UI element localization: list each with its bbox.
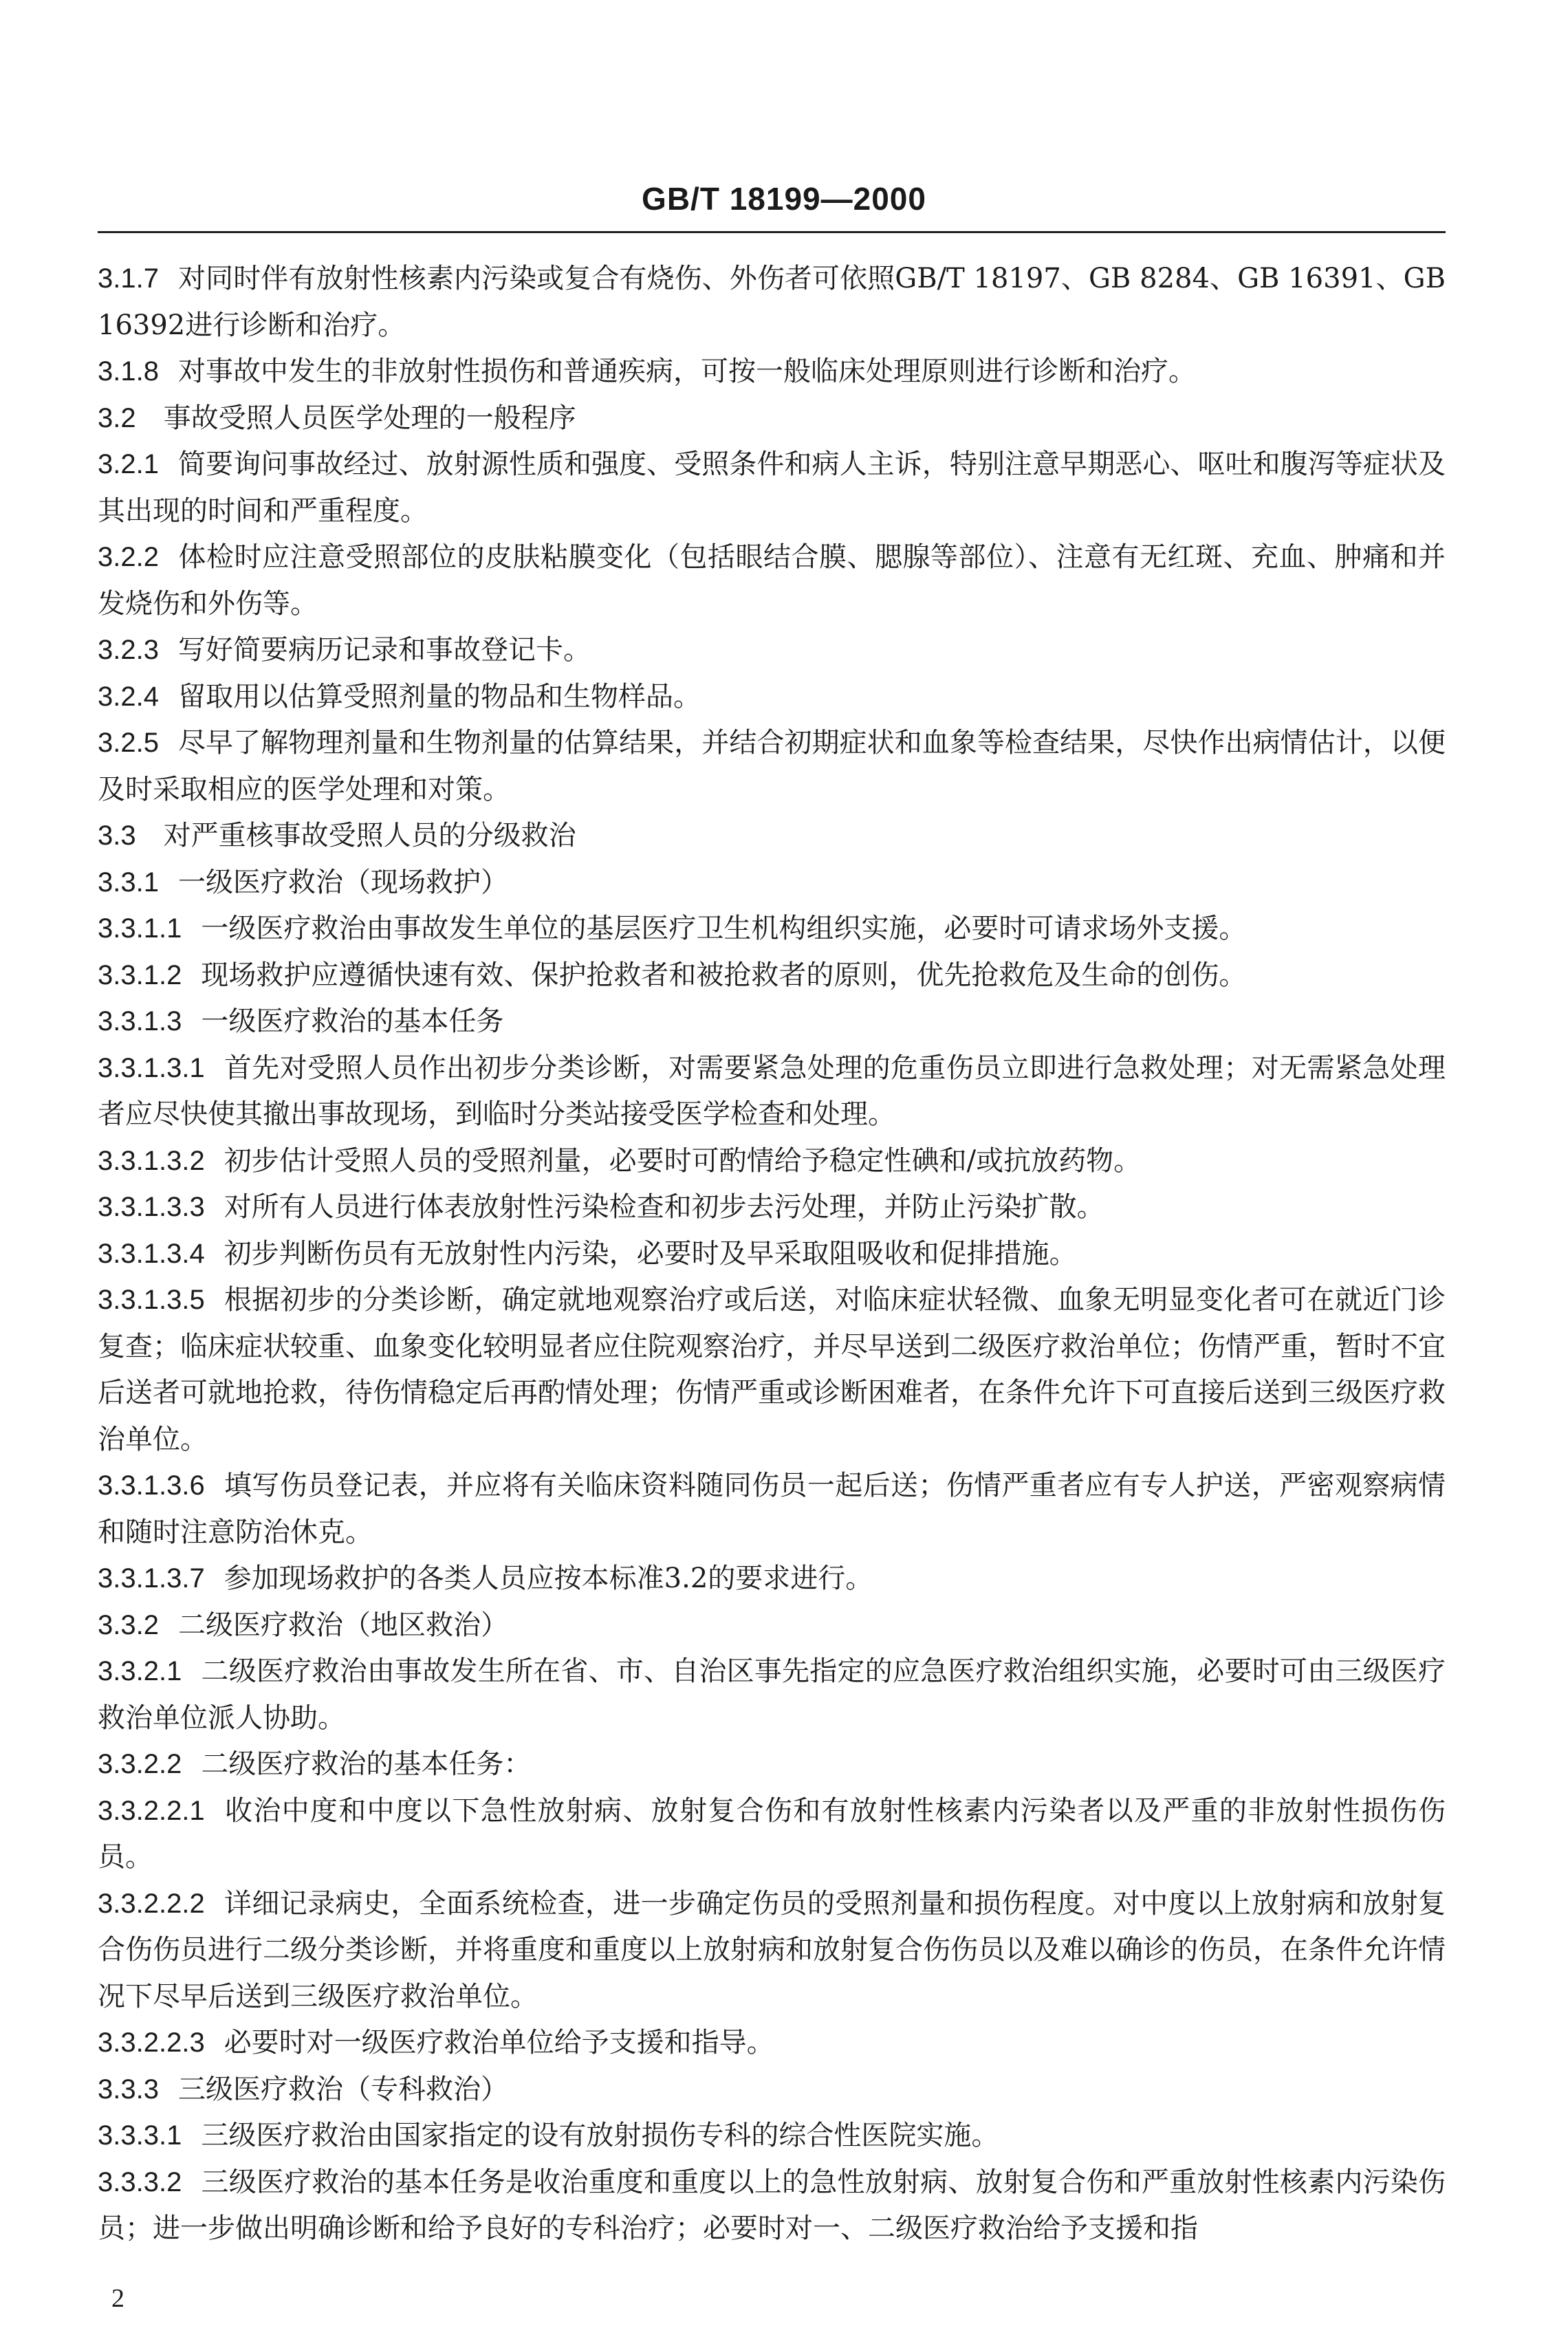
section-number: 3.3.1.3.2 — [98, 1145, 205, 1176]
section-text: 简要询问事故经过、放射源性质和强度、受照条件和病人主诉，特别注意早期恶心、呕吐和腹泻等症状及其出现的时间和严重程度。 — [98, 448, 1446, 527]
section-text: 对所有人员进行体表放射性污染检查和初步去污处理，并防止污染扩散。 — [224, 1191, 1104, 1223]
section-number: 3.3.1 — [98, 867, 159, 898]
section-text: 初步估计受照人员的受照剂量，必要时可酌情给予稳定性碘和/或抗放药物。 — [224, 1144, 1142, 1177]
section-text: 三级医疗救治（专科救治） — [177, 2073, 508, 2105]
section-number: 3.3.1.1 — [98, 913, 182, 944]
section-paragraph — [98, 953, 1446, 999]
section-paragraph — [98, 860, 1446, 906]
section-number: 3.3.1.3.7 — [98, 1563, 205, 1594]
section-text: 详细记录病史，全面系统检查，进一步确定伤员的受照剂量和损伤程度。对中度以上放射病和放射复合伤伤员进行二级分类诊断，并将重度和重度以上放射病和放射复合伤伤员以及难以确诊的伤员，在条件允许情况下尽早后送到三级医疗救治单位。 — [98, 1887, 1446, 2012]
section-number: 3.2.1 — [98, 449, 159, 479]
section-number: 3.2.5 — [98, 728, 159, 758]
section-number: 3.3.3.1 — [98, 2120, 182, 2151]
section-paragraph — [98, 2067, 1446, 2113]
section-text: 尽早了解物理剂量和生物剂量的估算结果，并结合初期症状和血象等检查结果，尽快作出病情估计，以便及时采取相应的医学处理和对策。 — [98, 727, 1446, 805]
section-text: 写好简要病历记录和事故登记卡。 — [177, 634, 591, 666]
section-text: 对事故中发生的非放射性损伤和普通疾病，可按一般临床处理原则进行诊断和治疗。 — [177, 356, 1196, 387]
section-number: 3.3.2.2.1 — [98, 1795, 205, 1826]
section-text: 对同时伴有放射性核素内污染或复合有烧伤、外伤者可依照GB/T 18197、GB 8284、GB 16391、GB 16392进行诊断和治疗。 — [98, 263, 1446, 341]
section-text: 收治中度和中度以下急性放射病、放射复合伤和有放射性核素内污染者以及严重的非放射性损伤伤员。 — [98, 1794, 1446, 1873]
section-paragraph — [98, 1231, 1446, 1278]
section-paragraph — [98, 906, 1446, 953]
section-paragraph — [98, 720, 1446, 813]
section-number: 3.3.2 — [98, 1609, 159, 1640]
section-text: 根据初步的分类诊断，确定就地观察治疗或后送，对临床症状轻微、血象无明显变化者可在就近门诊复查；临床症状较重、血象变化较明显者应住院观察治疗，并尽早送到二级医疗救治单位；伤情严重，暂时不宜后送者可就地抢救，待伤情稳定后再酌情处理；伤情严重或诊断困难者，在条件允许下可直接后送到三级医疗救治单位。 — [98, 1284, 1446, 1455]
section-paragraph — [98, 1881, 1446, 2021]
section-number: 3.3.1.3.1 — [98, 1052, 205, 1083]
section-text: 首先对受照人员作出初步分类诊断，对需要紧急处理的危重伤员立即进行急救处理；对无需紧急处理者应尽快使其撤出事故现场，到临时分类站接受医学检查和处理。 — [98, 1052, 1446, 1130]
section-paragraph — [98, 2113, 1446, 2160]
section-text: 三级医疗救治由国家指定的设有放射损伤专科的综合性医院实施。 — [201, 2120, 999, 2151]
section-number: 3.3.1.3.3 — [98, 1192, 205, 1222]
section-paragraph — [98, 442, 1446, 534]
standard-number-header: GB/T 18199—2000 — [642, 181, 926, 217]
document-body — [98, 256, 1446, 2252]
section-paragraph — [98, 627, 1446, 674]
section-text: 填写伤员登记表，并应将有关临床资料随同伤员一起后送；伤情严重者应有专人护送，严密观察病情和随时注意防治休克。 — [98, 1470, 1446, 1548]
section-text: 参加现场救护的各类人员应按本标准3.2的要求进行。 — [224, 1563, 873, 1594]
section-number: 3.3.2.2.3 — [98, 2028, 205, 2058]
section-text: 三级医疗救治的基本任务是收治重度和重度以上的急性放射病、放射复合伤和严重放射性核素内污染伤员；进一步做出明确诊断和给予良好的专科治疗；必要时对一、二级医疗救治给予支援和指 — [98, 2166, 1446, 2244]
section-number: 3.3.1.3.5 — [98, 1285, 205, 1315]
section-paragraph — [98, 1556, 1446, 1602]
section-number: 3.3.1.2 — [98, 959, 182, 990]
section-text: 一级医疗救治的基本任务 — [201, 1005, 504, 1037]
section-paragraph — [98, 1649, 1446, 1741]
section-paragraph — [98, 2020, 1446, 2067]
section-paragraph — [98, 1463, 1446, 1556]
section-text: 现场救护应遵循快速有效、保护抢救者和被抢救者的原则，优先抢救危及生命的创伤。 — [201, 959, 1247, 991]
section-paragraph — [98, 2160, 1446, 2252]
section-number: 3.3.3.2 — [98, 2166, 182, 2197]
section-paragraph — [98, 1788, 1446, 1881]
section-text: 二级医疗救治的基本任务： — [201, 1748, 532, 1780]
section-number: 3.2.4 — [98, 681, 159, 712]
section-paragraph — [98, 999, 1446, 1045]
section-paragraph — [98, 813, 1446, 860]
section-paragraph — [98, 1045, 1446, 1138]
section-number: 3.2.3 — [98, 635, 159, 665]
section-number: 3.2 — [98, 402, 136, 433]
section-paragraph — [98, 349, 1446, 395]
section-text: 对严重核事故受照人员的分级救治 — [163, 820, 576, 851]
section-paragraph — [98, 534, 1446, 627]
section-number: 3.3 — [98, 820, 136, 851]
page-number: 2 — [111, 2284, 124, 2313]
section-paragraph — [98, 1277, 1446, 1463]
section-number: 3.2.2 — [98, 542, 159, 572]
section-paragraph — [98, 674, 1446, 721]
section-number: 3.3.1.3.4 — [98, 1238, 205, 1269]
section-paragraph — [98, 395, 1446, 442]
header-divider — [98, 231, 1446, 233]
section-paragraph — [98, 256, 1446, 349]
section-text: 留取用以估算受照剂量的物品和生物样品。 — [177, 680, 701, 713]
section-number: 3.1.7 — [98, 263, 159, 294]
section-paragraph — [98, 1184, 1446, 1231]
section-paragraph — [98, 1741, 1446, 1788]
section-text: 一级医疗救治由事故发生单位的基层医疗卫生机构组织实施，必要时可请求场外支援。 — [201, 913, 1247, 944]
section-number: 3.3.3 — [98, 2074, 159, 2105]
section-text: 体检时应注意受照部位的皮肤粘膜变化（包括眼结合膜、腮腺等部位）、注意有无红斑、充血、肿痛和并发烧伤和外伤等。 — [98, 541, 1446, 620]
section-number: 3.3.1.3 — [98, 1006, 182, 1036]
section-paragraph — [98, 1602, 1446, 1649]
section-text: 一级医疗救治（现场救护） — [177, 866, 508, 898]
section-number: 3.3.2.2 — [98, 1749, 182, 1779]
section-text: 二级医疗救治（地区救治） — [177, 1609, 508, 1641]
section-text: 事故受照人员医学处理的一般程序 — [163, 402, 576, 434]
section-text: 必要时对一级医疗救治单位给予支援和指导。 — [224, 2027, 774, 2058]
section-number: 3.3.1.3.6 — [98, 1470, 205, 1501]
section-number: 3.1.8 — [98, 356, 159, 387]
section-paragraph — [98, 1138, 1446, 1185]
section-number: 3.3.2.1 — [98, 1656, 182, 1686]
section-number: 3.3.2.2.2 — [98, 1888, 205, 1919]
section-text: 二级医疗救治由事故发生所在省、市、自治区事先指定的应急医疗救治组织实施，必要时可由三级医疗救治单位派人协助。 — [98, 1655, 1446, 1734]
section-text: 初步判断伤员有无放射性内污染，必要时及早采取阻吸收和促排措施。 — [224, 1237, 1077, 1270]
